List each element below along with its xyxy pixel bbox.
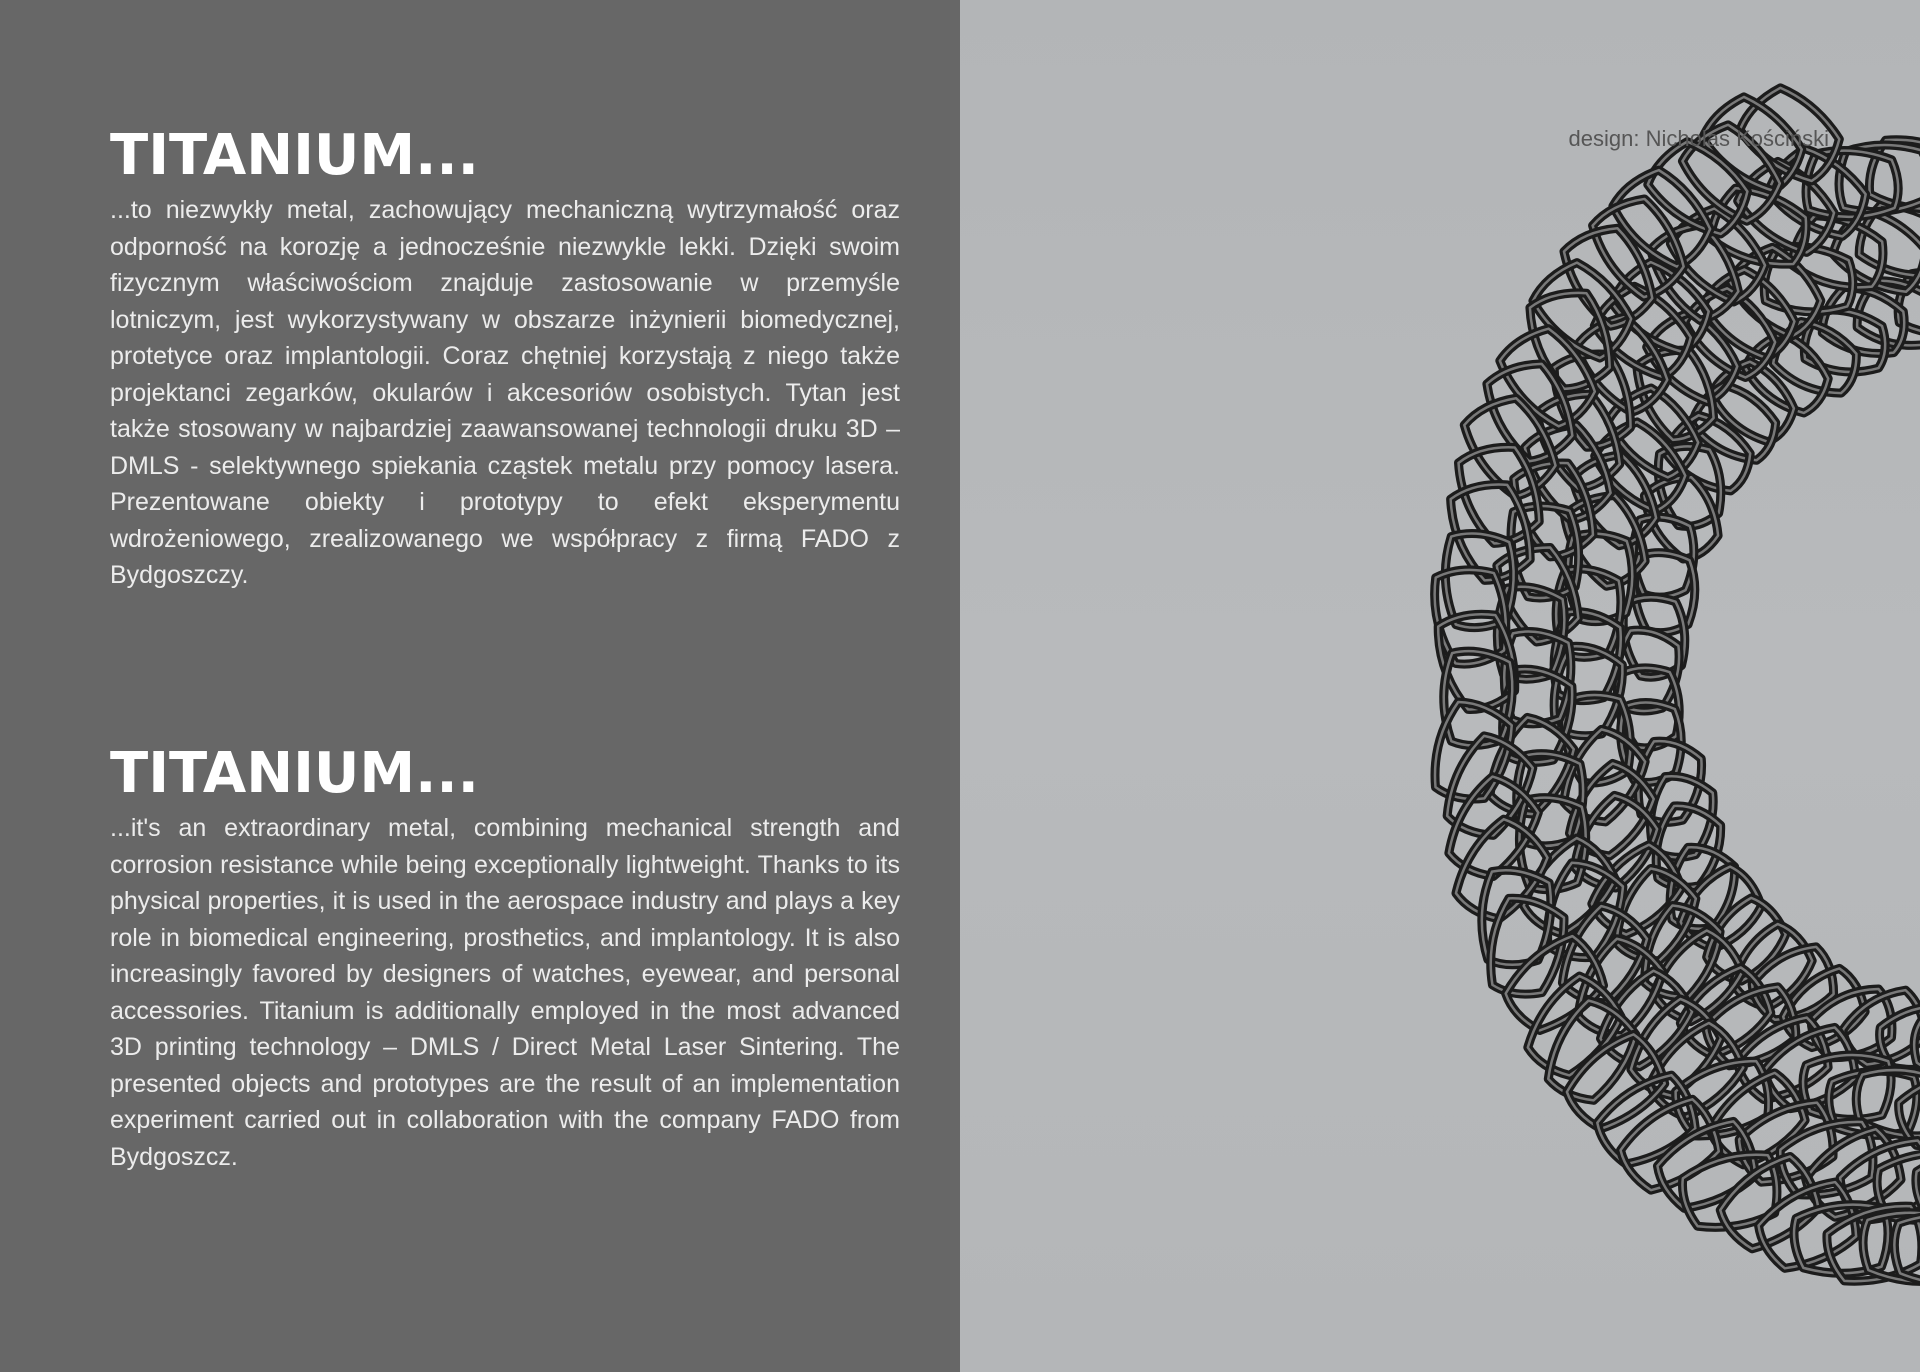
english-title: TITANIUM... xyxy=(110,741,479,806)
photo-panel xyxy=(960,0,1920,1372)
lattice-cell xyxy=(1518,970,1630,1086)
design-credit: design: Nicholas Kościński xyxy=(1568,126,1829,151)
polish-section xyxy=(110,120,900,594)
polish-title: TITANIUM... xyxy=(110,123,479,188)
lattice-ring xyxy=(1425,79,1920,1303)
english-section xyxy=(110,738,900,1175)
titanium-bracelet-image xyxy=(960,0,1920,1372)
english-body-text: ...it's an extraordinary metal, combining mechanical strength and corrosion resistance while being exceptionally lightweight. Thanks to its physical properties, it is used in the aerospace industry and plays a key role in biomedical engineering, prosthetics, and implantology. It is also increasingly favored by designers of watches, eyewear, and personal accessories. Titanium is additionally employed in the most advanced 3D printing technology – DMLS / Direct Metal Laser Sintering. The presented objects and prototypes are the result of an implementation experiment carried out in collaboration with the company FADO from Bydgoszcz. xyxy=(110,814,900,1171)
lattice-cell xyxy=(1697,892,1795,992)
polish-body-text: ...to niezwykły metal, zachowujący mechaniczną wytrzymałość oraz odporność na korozję a jednocześnie niezwykle lekki. Dzięki swoim fizycznym właściwościom znajduje zastosowanie w przemyśle lotniczym, jest wykorzystywany w obszarze inżynierii biomedycznej, protetyce oraz implantologii. Coraz chętniej korzystają z niego także projektanci zegarków, okularów i akcesoriów osobistych. Tytan jest także stosowany w najbardziej zaawansowanej technologii druku 3D – DMLS - selektywnego spiekania cząstek metalu przy pomocy lasera. Prezentowane obiekty i prototypy to efekt eksperymentu wdrożeniowego, zrealizowanego we współpracy z firmą FADO z Bydgoszczy. xyxy=(110,196,900,589)
